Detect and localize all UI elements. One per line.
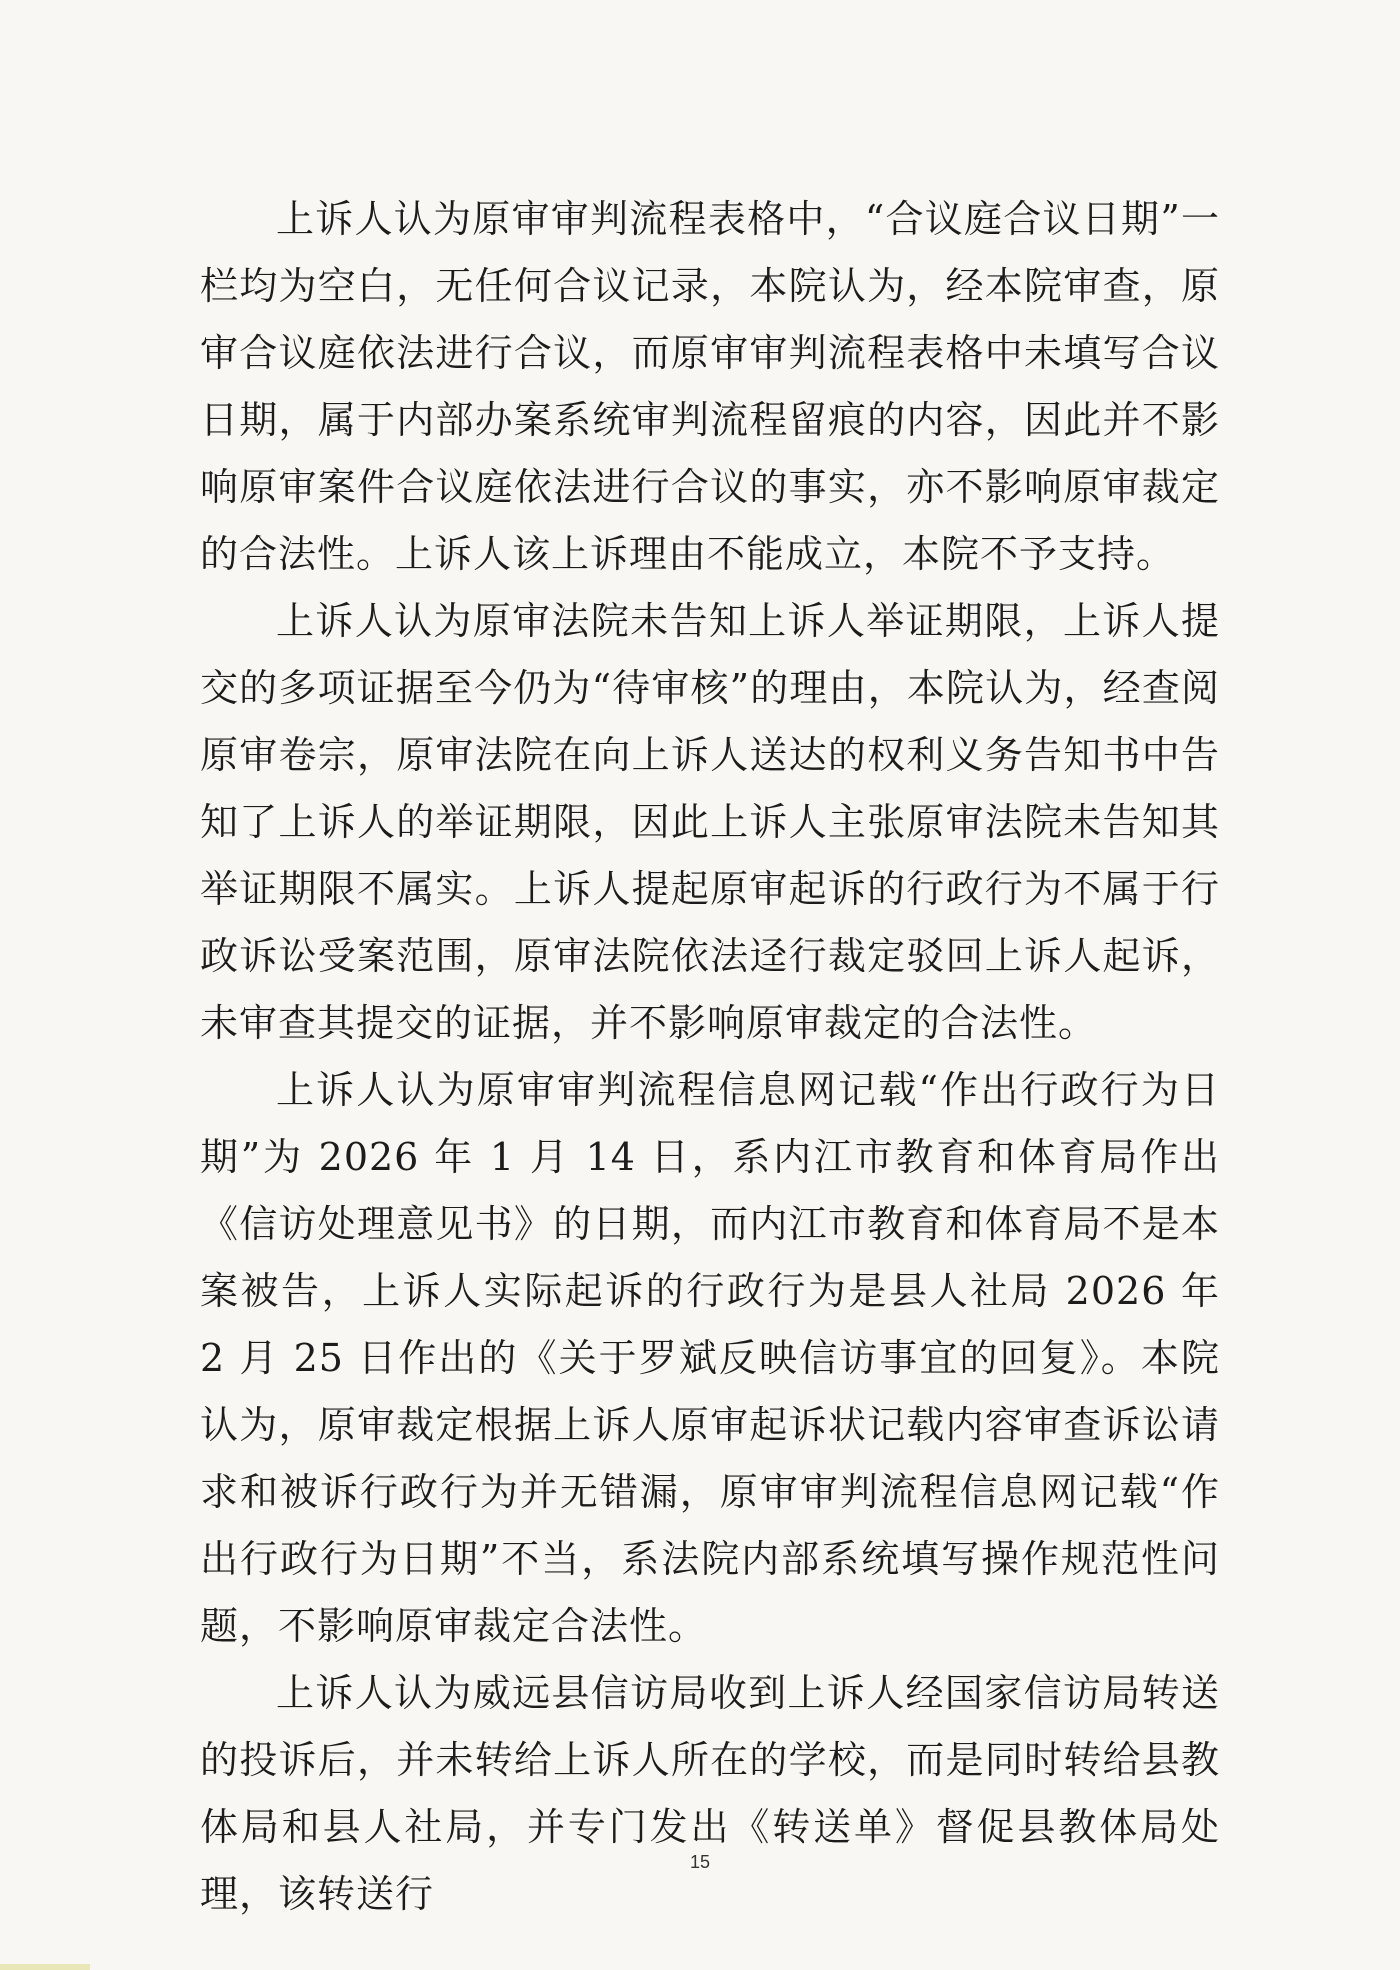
paragraph-2: 上诉人认为原审法院未告知上诉人举证期限，上诉人提交的多项证据至今仍为“待审核”的理由，本院认为，经查阅原审卷宗，原审法院在向上诉人送达的权利义务告知书中告知了上诉人的举证期限，因此上诉人主张原审法院未告知其举证期限不属实。上诉人提起原审起诉的行政行为不属于行政诉讼受案范围，原审法院依法迳行裁定驳回上诉人起诉，未审查其提交的证据，并不影响原审裁定的合法性。 — [200, 599, 1220, 1045]
paragraph-3: 上诉人认为原审审判流程信息网记载“作出行政行为日期”为 2026 年 1 月 14 日，系内江市教育和体育局作出《信访处理意见书》的日期，而内江市教育和体育局不是本案被告，上诉人实际起诉的行政行为是县人社局 2026 年 2 月 25 日作出的《关于罗斌反映信访事宜的回复》。本院认为，原审裁定根据上诉人原审起诉状记载内容审查诉讼请求和被诉行政行为并无错漏，原审审判流程信息网记载“作出行政行为日期”不当，系法院内部系统填写操作规范性问题，不影响原审裁定合法性。 — [200, 1068, 1220, 1648]
page-number: 15 — [689, 1852, 711, 1872]
paragraph-4: 上诉人认为威远县信访局收到上诉人经国家信访局转送的投诉后，并未转给上诉人所在的学校，而是同时转给县教体局和县人社局，并专门发出《转送单》督促县教体局处理，该转送行 — [200, 1671, 1220, 1916]
scan-edge-mark — [0, 1964, 90, 1970]
body-text — [200, 186, 1220, 1928]
paragraph-1: 上诉人认为原审审判流程表格中，“合议庭合议日期”一栏均为空白，无任何合议记录，本院认为，经本院审查，原审合议庭依法进行合议，而原审审判流程表格中未填写合议日期，属于内部办案系统审判流程留痕的内容，因此并不影响原审案件合议庭依法进行合议的事实，亦不影响原审裁定的合法性。上诉人该上诉理由不能成立，本院不予支持。 — [200, 197, 1220, 576]
